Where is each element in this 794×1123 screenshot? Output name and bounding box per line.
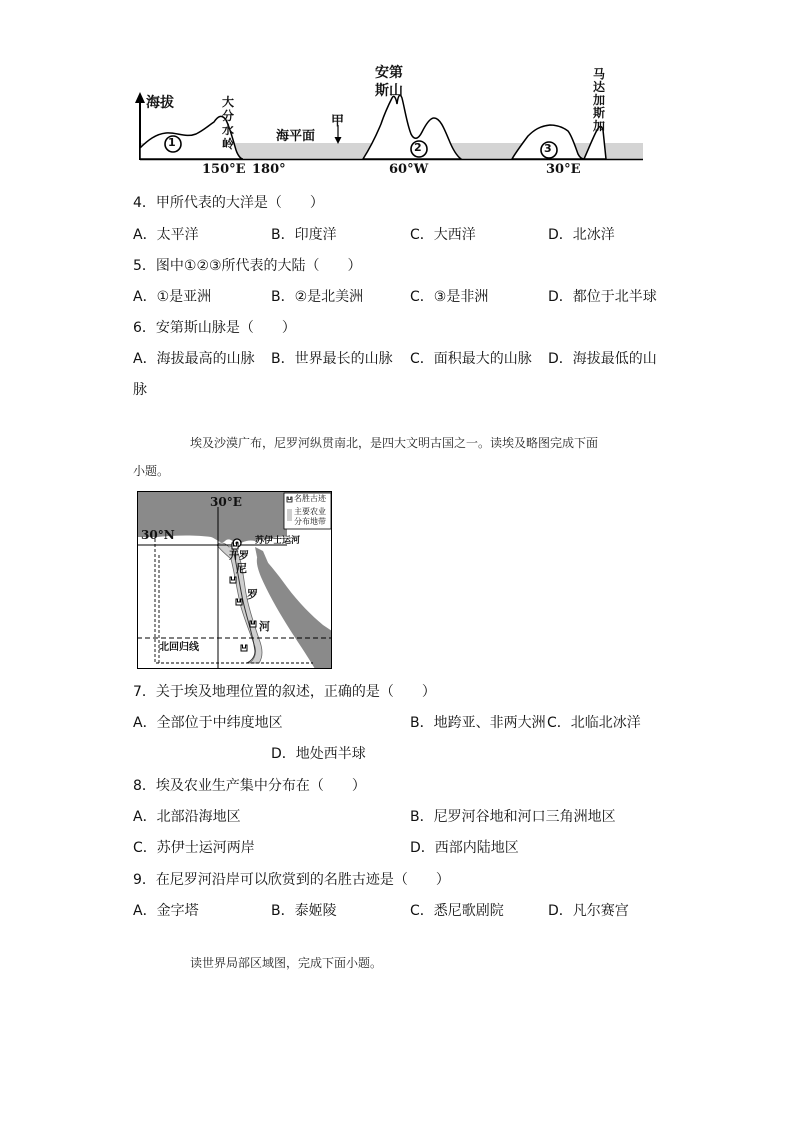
q7-option-a[interactable]: A．全部位于中纬度地区: [133, 715, 283, 731]
q7-option-d[interactable]: D．地处西半球: [271, 746, 366, 762]
q8-option-c[interactable]: C．苏伊士运河两岸: [133, 840, 255, 856]
map-nile-char-3: 河: [259, 620, 270, 633]
q6-option-c[interactable]: C．面积最大的山脉: [410, 351, 532, 367]
map-nile-char-1: 尼: [236, 562, 247, 575]
map-lat-label: 30°N: [141, 528, 175, 542]
q5-option-a[interactable]: A．①是亚洲: [133, 289, 212, 305]
q9-option-a[interactable]: A．金字塔: [133, 903, 199, 919]
gdr-char-1: 大: [221, 95, 234, 109]
mada-char-3: 加: [592, 93, 605, 107]
jia-arrow-head: [335, 137, 342, 144]
legend-agri-swatch: [287, 509, 292, 521]
q4-option-a[interactable]: A．太平洋: [133, 227, 199, 243]
q9-option-b[interactable]: B．泰姬陵: [271, 903, 337, 919]
q8-option-a[interactable]: A．北部沿海地区: [133, 809, 241, 825]
q9-option-d[interactable]: D．凡尔赛宫: [548, 903, 629, 919]
q6-option-b[interactable]: B．世界最长的山脉: [271, 351, 393, 367]
tick-150e: 150°E: [202, 162, 246, 177]
q4-option-d[interactable]: D．北冰洋: [548, 227, 615, 243]
andes-line-2: 斯山: [375, 83, 403, 99]
question-6-stem: 6．安第斯山脉是（ ）: [133, 320, 296, 336]
jia-label: 甲: [331, 114, 345, 129]
map-nile-char-2: 罗: [247, 588, 258, 601]
question-5-stem: 5．图中①②③所代表的大陆（ ）: [133, 258, 362, 274]
map-legend-agri-2: 分布地带: [294, 517, 326, 526]
question-4-stem: 4．甲所代表的大洋是（ ）: [133, 195, 324, 211]
egypt-intro-line-2: 小题。: [133, 464, 170, 478]
question-8-stem: 8．埃及农业生产集中分布在（ ）: [133, 778, 366, 794]
andes-line-1: 安第: [375, 65, 403, 81]
q7-option-b[interactable]: B．地跨亚、非两大洲: [410, 715, 546, 731]
gdr-char-4: 岭: [221, 137, 234, 151]
map-legend-site: 名胜古迹: [294, 494, 326, 503]
q5-option-c[interactable]: C．③是非洲: [410, 289, 489, 305]
profile-y-label: 海拔: [146, 95, 174, 111]
egypt-intro-line-1: 埃及沙漠广布，尼罗河纵贯南北，是四大文明古国之一。读埃及略图完成下面: [190, 436, 599, 450]
mada-char-1: 马: [592, 67, 605, 81]
q8-option-b[interactable]: B．尼罗河谷地和河口三角洲地区: [410, 809, 616, 825]
mada-char-2: 达: [592, 80, 605, 94]
sea-level-label: 海平面: [276, 129, 316, 144]
mada-char-4: 斯: [592, 106, 605, 120]
map-cairo-label: 开罗: [229, 551, 249, 562]
q9-option-c[interactable]: C．悉尼歌剧院: [410, 903, 504, 919]
q4-option-b[interactable]: B．印度洋: [271, 227, 337, 243]
q6-option-d-continuation: 脉: [133, 382, 147, 398]
madagascar-label: [592, 68, 606, 133]
map-tropic-label: 北回归线: [159, 642, 199, 653]
great-dividing-range-label: [221, 95, 235, 151]
q7-option-c[interactable]: C．北临北冰洋: [547, 715, 641, 731]
question-7-stem: 7．关于埃及地理位置的叙述，正确的是（ ）: [133, 684, 436, 700]
q5-option-b[interactable]: B．②是北美洲: [271, 289, 364, 305]
map-lon-label: 30°E: [210, 495, 242, 509]
tick-180: 180°: [252, 162, 286, 177]
world-intro: 读世界局部区域图，完成下面小题。: [190, 956, 383, 970]
marker-1-num: 1: [168, 136, 176, 149]
map-suez-label: 苏伊士运河: [255, 536, 301, 546]
q5-option-d[interactable]: D．都位于北半球: [548, 289, 657, 305]
gdr-char-3: 水: [221, 123, 234, 137]
mada-char-5: 加: [592, 119, 605, 133]
tick-60w: 60°W: [389, 162, 429, 177]
gdr-char-2: 分: [221, 109, 234, 123]
map-legend-agri-1: 主要农业: [294, 507, 326, 516]
question-9-stem: 9．在尼罗河沿岸可以欣赏到的名胜古迹是（ ）: [133, 872, 450, 888]
tick-30e: 30°E: [546, 162, 581, 177]
q4-option-c[interactable]: C．大西洋: [410, 227, 476, 243]
marker-3-num: 3: [544, 142, 552, 155]
y-axis-arrow: [135, 92, 145, 103]
andes-label: [375, 64, 403, 100]
marker-2-num: 2: [414, 141, 422, 154]
q6-option-d[interactable]: D．海拔最低的山: [548, 351, 657, 367]
q8-option-d[interactable]: D．西部内陆地区: [410, 840, 519, 856]
q6-option-a[interactable]: A．海拔最高的山脉: [133, 351, 255, 367]
